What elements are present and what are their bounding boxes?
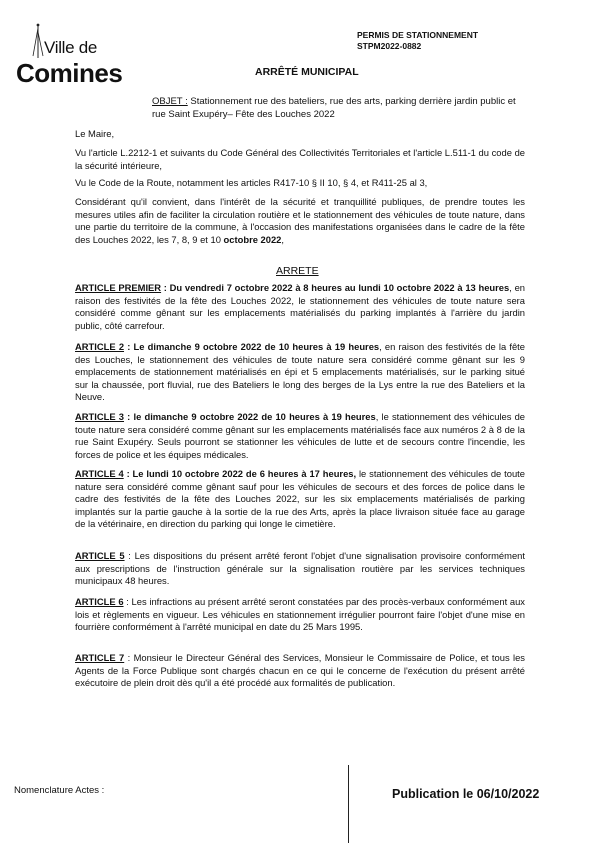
salutation: Le Maire,: [75, 128, 115, 139]
permit-type: PERMIS DE STATIONNEMENT: [357, 30, 479, 40]
permit-reference: [357, 30, 478, 52]
considerant-2: Vu le Code de la Route, notamment les articles R417-10 § II 10, § 4, et R411-25 al 3,: [75, 177, 428, 188]
considerant-main-date: octobre 2022: [223, 233, 282, 245]
arrete-heading: ARRETE: [276, 265, 319, 277]
logo-comines: Comines: [16, 58, 123, 88]
article-lead: : Le lundi 10 octobre 2022 de 6 heures à 17 heures,: [123, 468, 357, 479]
article-text: , le stationnement des véhicules de toute nature sera considéré comme gênant sur les emplacements matérialisés face aux numéros 2 à 8 de la rue Saint Exupéry. Seuls pourront se stationner les véhicules de lutte et de secours contre l'incendie, les forces de police et les équipes médicales.: [75, 411, 525, 460]
article-text: le stationnement des véhicules de toute nature sera considéré comme gênant sauf pour les véhicules de secours et des forces de police dans le cadre des festivités de la fête des Louches 2022, sur les six emplacements matérialisés de parking implantés sur la partie gauche à la sortie de la rue des Arts, après la place livraison située face au garage de la vétérinaire, en direction du parking qui longe le cimetière.: [75, 468, 525, 530]
article-lead: : Le dimanche 9 octobre 2022 de 10 heures à 19 heures: [124, 341, 380, 352]
considerant-1: Vu l'article L.2212-1 et suivants du Code Général des Collectivités Territoriales et l'article L.511-1 du code de la sécurité intérieure,: [75, 147, 525, 171]
article-label: ARTICLE PREMIER: [75, 282, 162, 293]
article-text: : Les dispositions du présent arrêté feront l'objet d'une signalisation provisoire conformément aux prescriptions de l'instruction générale sur la signalisation routière par les services techniques municipaux 48 heures.: [75, 550, 525, 587]
permit-number: STPM2022-0882: [357, 41, 422, 51]
objet-block: [152, 96, 532, 121]
article-text: : Les infractions au présent arrêté seront constatées par des procès-verbaux conformément aux lois et règlements en vigueur. Les véhicules en stationnement irrégulier pourront faire l'objet d'une mise en fourrière conformément à l'arrêté municipal en date du 25 Mars 1995.: [75, 596, 525, 633]
article-3: [75, 411, 525, 461]
document-title: ARRÊTÉ MUNICIPAL: [255, 66, 359, 78]
nomenclature-label: Nomenclature Actes :: [14, 785, 105, 796]
footer-divider: [348, 765, 349, 843]
objet-label: OBJET :: [152, 96, 188, 107]
article-label: ARTICLE 6: [75, 596, 124, 607]
considerant-main: Considérant qu'il convient, dans l'intérêt de la sécurité et tranquillité publiques, de prendre toutes les mesures utiles afin de faciliter la circulation routière et le stationnement des véhicules de toute nature, dans une partie du territoire de la commune, à l'occasion des manifestations organisées dans le cadre de la fête des Louches 2022, les 7, 8, 9 et 10 octobre 2022,: [75, 196, 525, 245]
logo-ville-de: Ville de: [44, 38, 98, 57]
article-text: : Monsieur le Directeur Général des Services, Monsieur le Commissaire de Police, et tous les Agents de la Force Publique sont chargés chacun en ce qui le concerne de l'exécution du présent arrêté exécutoire de plein droit dès qu'il a été procédé aux formalités de publication.: [75, 652, 525, 689]
article-lead: : le dimanche 9 octobre 2022 de 10 heures à 19 heures: [124, 411, 376, 422]
article-4: [75, 468, 525, 531]
article-5: [75, 550, 525, 588]
considerant-main-text: Considérant qu'il convient, dans l'intérêt de la sécurité et tranquillité publiques, de prendre toutes les mesures utiles afin de faciliter la circulation routière et le stationnement des véhicules de toute nature, dans une partie du territoire de la commune, à l'occasion des manifestations organisées dans le cadre de la fête des Louches 2022, les 7, 8, 9 et 10: [75, 196, 525, 245]
objet-text: Stationnement rue des bateliers, rue des arts, parking derrière jardin public et rue Saint Exupéry– Fête des Louches 2022: [152, 96, 516, 120]
article-label: ARTICLE 2: [75, 341, 125, 352]
article-lead: : Du vendredi 7 octobre 2022 à 8 heures au lundi 10 octobre 2022 à 13 heures: [161, 282, 510, 293]
article-label: ARTICLE 3: [75, 411, 125, 422]
article-text: , en raison des festivités de la fête des Louches 2022, le stationnement des véhicules de toute nature sera considéré comme gênant sur les emplacements matérialisés du parking implantés à l'arrière du jardin public, côté carrefour.: [75, 282, 526, 331]
article-7: [75, 652, 525, 690]
publication-date: Publication le 06/10/2022: [392, 787, 540, 801]
article-label: ARTICLE 4: [75, 468, 124, 479]
article-2: [75, 341, 525, 404]
article-label: ARTICLE 5: [75, 550, 125, 561]
article-text: , en raison des festivités de la fête des Louches, le stationnement des véhicules de toute nature sera considéré comme gênant sur les 9 emplacements de stationnement matérialisés en épi et 5 emplacements matérialisés, sur le parking situé sur la chaussée, port fluvial, rue des Bateliers le long des berges de la Lys entre la rue des Bateliers et la Neuve.: [75, 341, 525, 403]
article-label: ARTICLE 7: [75, 652, 125, 663]
article-1: [75, 282, 525, 332]
article-6: [75, 596, 525, 634]
